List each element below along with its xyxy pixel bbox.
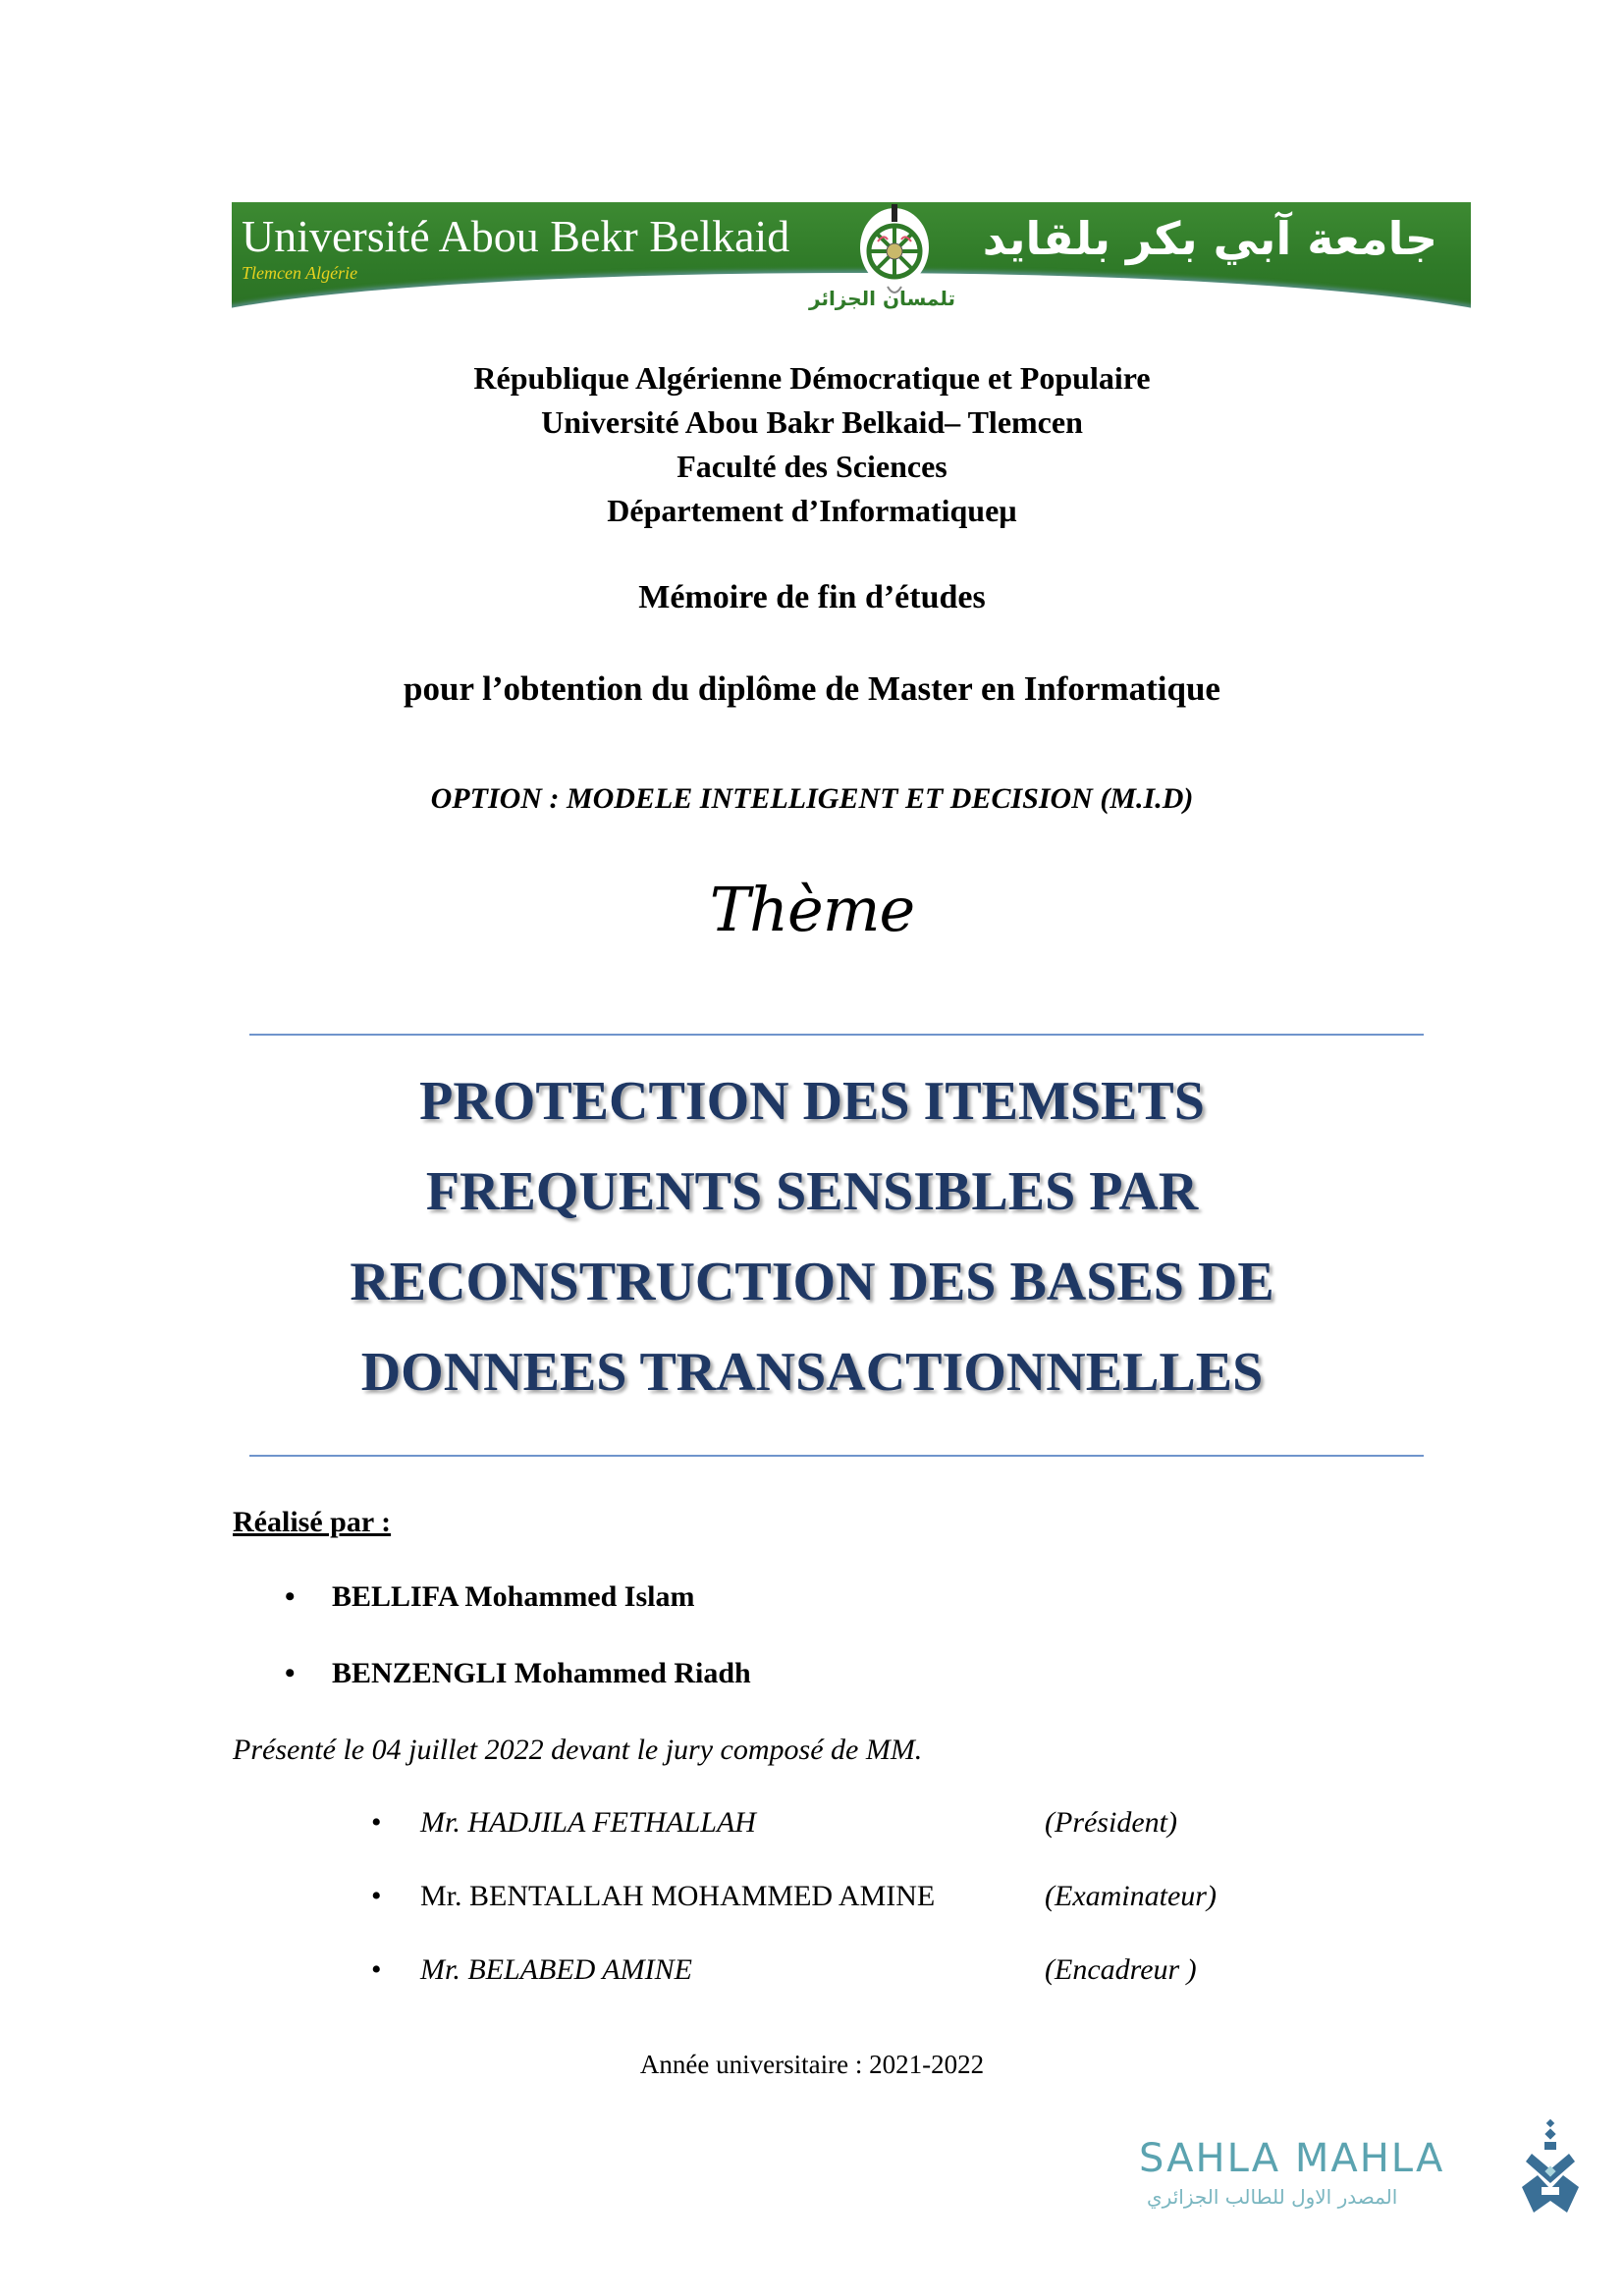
jury-member-name: Mr. BENTALLAH MOHAMMED AMINE xyxy=(420,1880,936,1912)
bullet-icon: • xyxy=(371,1880,382,1912)
jury-member xyxy=(371,1880,1217,1913)
jury-member-name: Mr. HADJILA FETHALLAH xyxy=(420,1806,756,1839)
jury-member-name: Mr. BELABED AMINE xyxy=(420,1953,692,1986)
sahla-mahla-brand: SAHLA MAHLA xyxy=(1139,2136,1445,2181)
memoire-heading: Mémoire de fin d’études xyxy=(638,579,986,615)
institution-line-republic: République Algérienne Démocratique et Populaire xyxy=(473,360,1151,396)
title-rule-bottom xyxy=(249,1455,1424,1457)
title-rule-top xyxy=(249,1034,1424,1036)
option-line: OPTION : MODELE INTELLIGENT ET DECISION (M.I.D) xyxy=(430,782,1194,815)
university-banner xyxy=(232,202,1471,318)
jury-intro: Présenté le 04 juillet 2022 devant le jury composé de MM. xyxy=(233,1734,923,1766)
degree-line: pour l’obtention du diplôme de Master en Informatique xyxy=(404,669,1220,708)
bullet-icon: • xyxy=(371,1953,382,1986)
banner-university-name-ar: جامعة آبي بكر بلقايد xyxy=(982,212,1437,265)
bullet-icon: • xyxy=(371,1806,382,1839)
institution-line-department: Département d’Informatiqueµ xyxy=(607,493,1017,528)
thesis-title-line: RECONSTRUCTION DES BASES DE xyxy=(350,1252,1274,1312)
author-item xyxy=(285,1580,694,1614)
thesis-title-line: DONNEES TRANSACTIONNELLES xyxy=(360,1342,1264,1403)
bullet-icon: • xyxy=(285,1657,296,1689)
jury-member-role: (Examinateur) xyxy=(1045,1880,1217,1912)
theme-label: Thème xyxy=(709,874,915,945)
thesis-title-line: PROTECTION DES ITEMSETS xyxy=(419,1071,1205,1132)
sahla-mahla-emblem-icon xyxy=(1518,2118,1587,2226)
banner-university-name-fr: Université Abou Bekr Belkaid xyxy=(242,211,790,261)
jury-member xyxy=(371,1953,1197,1987)
sahla-mahla-logo xyxy=(1139,2130,1591,2228)
author-item xyxy=(285,1657,751,1690)
institution-line-faculty: Faculté des Sciences xyxy=(677,449,947,484)
bullet-icon: • xyxy=(285,1580,296,1613)
author-name: BENZENGLI Mohammed Riadh xyxy=(332,1657,751,1689)
jury-member xyxy=(371,1806,1177,1840)
banner-location: Tlemcen Algérie xyxy=(242,263,358,283)
banner-city-ar: تلمسان الجزائر xyxy=(809,287,956,310)
thesis-title-line: FREQUENTS SENSIBLES PAR xyxy=(425,1161,1199,1222)
sahla-mahla-tagline: المصدر الاول للطالب الجزائري xyxy=(1147,2185,1398,2209)
jury-member-role: (Président) xyxy=(1045,1806,1177,1839)
academic-year: Année universitaire : 2021-2022 xyxy=(639,2050,985,2079)
authors-label: Réalisé par : xyxy=(233,1506,392,1538)
institution-line-university: Université Abou Bakr Belkaid– Tlemcen xyxy=(541,404,1083,440)
author-name: BELLIFA Mohammed Islam xyxy=(332,1580,695,1613)
jury-member-role: (Encadreur ) xyxy=(1045,1953,1197,1986)
